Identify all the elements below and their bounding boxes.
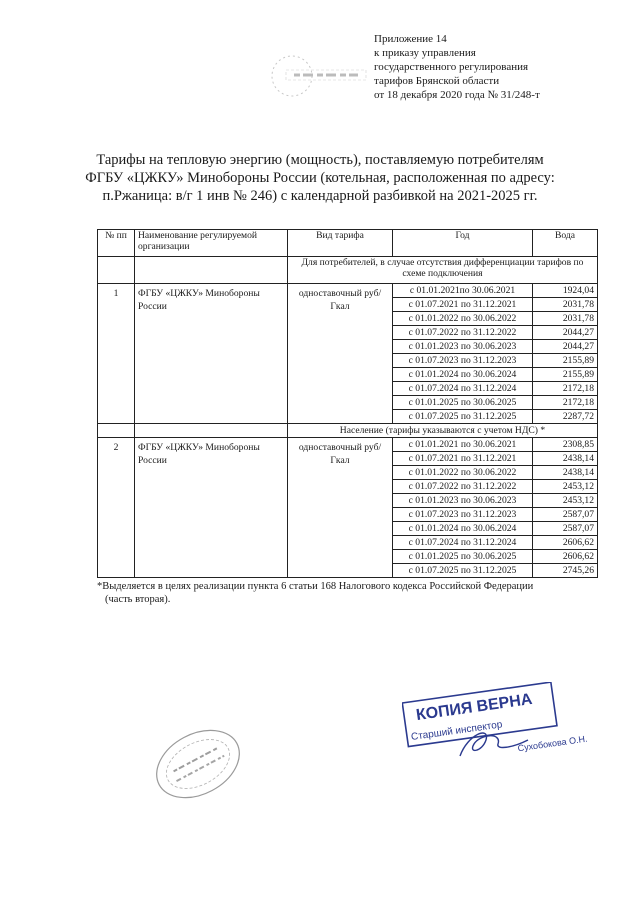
tariff-period: с 01.01.2023 по 30.06.2023 [393, 340, 533, 354]
tariff-value: 2155,89 [533, 354, 598, 368]
header-num: № пп [98, 230, 135, 257]
document-title [40, 151, 600, 205]
tariff-period: с 01.07.2025 по 31.12.2025 [393, 410, 533, 424]
tariff-period: с 01.07.2021 по 31.12.2021 [393, 298, 533, 312]
tariff-period: с 01.07.2023 по 31.12.2023 [393, 354, 533, 368]
tariff-table [97, 229, 598, 578]
table-header-row [98, 230, 598, 257]
tariff-period: с 01.01.2024 по 30.06.2024 [393, 522, 533, 536]
footnote [97, 580, 594, 606]
header-period: Год [393, 230, 533, 257]
group-row [98, 424, 598, 438]
tariff-value: 2745,26 [533, 564, 598, 578]
tariff-value: 2044,27 [533, 326, 598, 340]
tariff-period: с 01.01.2022 по 30.06.2022 [393, 312, 533, 326]
tariff-type: одноставочный руб/Гкал [288, 284, 393, 424]
header-org: Наименование регулируемой организации [135, 230, 288, 257]
tariff-period: с 01.01.2023 по 30.06.2023 [393, 494, 533, 508]
tariff-value: 1924,04 [533, 284, 598, 298]
title-line: Тарифы на тепловую энергию (мощность), поставляемую потребителям [96, 152, 544, 168]
tariff-value: 2172,18 [533, 396, 598, 410]
tariff-value: 2606,62 [533, 550, 598, 564]
tariff-period: с 01.01.2025 по 30.06.2025 [393, 550, 533, 564]
tariff-period: с 01.07.2025 по 31.12.2025 [393, 564, 533, 578]
tariff-block-2 [98, 438, 598, 578]
round-seal [143, 723, 253, 805]
copy-verified-stamp [402, 682, 592, 764]
tariff-period: с 01.07.2022 по 31.12.2022 [393, 326, 533, 340]
tariff-value: 2587,07 [533, 508, 598, 522]
tariff-value: 2287,72 [533, 410, 598, 424]
tariff-block-1 [98, 284, 598, 424]
footnote-line: *Выделяется в целях реализации пункта 6 статьи 168 Налогового кодекса Российской Федерации [97, 581, 534, 592]
tariff-period: с 01.07.2021 по 31.12.2021 [393, 452, 533, 466]
appendix-line: Приложение 14 [374, 33, 447, 45]
tariff-period: с 01.01.2024 по 30.06.2024 [393, 368, 533, 382]
group-label: Население (тарифы указываются с учетом НДС) * [288, 424, 598, 438]
group-label: Для потребителей, в случае отсутствия дифференциации тарифов по схеме подключения [288, 257, 598, 284]
tariff-period: с 01.07.2022 по 31.12.2022 [393, 480, 533, 494]
tariff-value: 2453,12 [533, 480, 598, 494]
tariff-value: 2587,07 [533, 522, 598, 536]
tariff-value: 2453,12 [533, 494, 598, 508]
organization-name: ФГБУ «ЦЖКУ» Минобороны России [135, 438, 288, 578]
tariff-value: 2438,14 [533, 452, 598, 466]
footnote-line: (часть вторая). [105, 594, 171, 605]
tariff-value: 2031,78 [533, 298, 598, 312]
tariff-value: 2155,89 [533, 368, 598, 382]
tariff-value: 2044,27 [533, 340, 598, 354]
group-row [98, 257, 598, 284]
appendix-reference [374, 32, 540, 102]
tariff-period: с 01.01.2022 по 30.06.2022 [393, 466, 533, 480]
tariff-value: 2031,78 [533, 312, 598, 326]
stamp-name: Сухобокова О.Н. [517, 733, 589, 754]
tariff-period: с 01.01.2021по 30.06.2021 [393, 284, 533, 298]
tariff-value: 2308,85 [533, 438, 598, 452]
table-row [98, 284, 598, 298]
header-type: Вид тарифа [288, 230, 393, 257]
tariff-period: с 01.01.2021 по 30.06.2021 [393, 438, 533, 452]
tariff-period: с 01.07.2024 по 31.12.2024 [393, 536, 533, 550]
appendix-line: от 18 декабря 2020 года № 31/248-т [374, 89, 540, 101]
tariff-period: с 01.07.2023 по 31.12.2023 [393, 508, 533, 522]
tariff-period: с 01.01.2025 по 30.06.2025 [393, 396, 533, 410]
tariff-value: 2438,14 [533, 466, 598, 480]
appendix-line: к приказу управления [374, 47, 476, 59]
stamp-heading: КОПИЯ ВЕРНА [415, 690, 534, 725]
faint-stamp-mark [262, 52, 370, 108]
title-line: ФГБУ «ЦЖКУ» Минобороны России (котельная, расположенная по адресу: [85, 170, 555, 186]
organization-name: ФГБУ «ЦЖКУ» Минобороны России [135, 284, 288, 424]
tariff-period: с 01.07.2024 по 31.12.2024 [393, 382, 533, 396]
tariff-value: 2606,62 [533, 536, 598, 550]
title-line: п.Ржаница: в/г 1 инв № 246) с календарной разбивкой на 2021-2025 гг. [102, 188, 538, 204]
appendix-line: тарифов Брянской области [374, 75, 500, 87]
row-number: 1 [98, 284, 135, 424]
tariff-type: одноставочный руб/Гкал [288, 438, 393, 578]
tariff-value: 2172,18 [533, 382, 598, 396]
appendix-line: государственного регулирования [374, 61, 529, 73]
header-value: Вода [533, 230, 598, 257]
stamp-position: Старший инспектор [410, 719, 504, 744]
row-number: 2 [98, 438, 135, 578]
table-row [98, 438, 598, 452]
